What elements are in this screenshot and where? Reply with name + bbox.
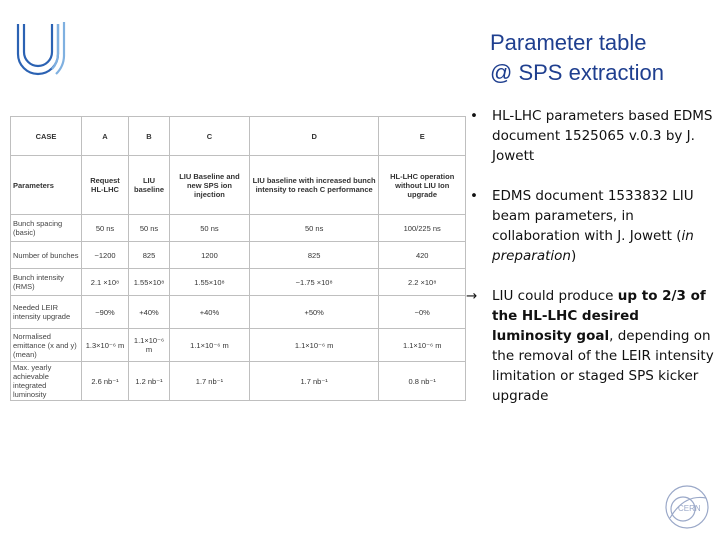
row-label: Bunch intensity (RMS) [11,269,82,296]
bullet-item [466,186,716,266]
table-cell: 1.7 nb⁻¹ [170,362,250,401]
table-row [11,242,466,269]
table-cell: 1.55×10⁸ [170,269,250,296]
table-cell: 2.2 ×10⁸ [379,269,466,296]
parameters-label: Parameters [11,156,82,215]
table-cell: 1.3×10⁻⁶ m [82,329,129,362]
row-label: Max. yearly achievable integrated luminosity [11,362,82,401]
header-b: B [129,117,170,156]
table-cell: ~0% [379,296,466,329]
scenario-e: HL-LHC operation without LIU Ion upgrade [379,156,466,215]
header-c: C [170,117,250,156]
table-cell: ~1200 [82,242,129,269]
bullet-text: EDMS document 1533832 LIU beam parameters, in collaboration with J. Jowett ( [492,188,694,244]
scenario-b: LIU baseline [129,156,170,215]
table-cell: +50% [249,296,379,329]
header-case: CASE [11,117,82,156]
table-cell: 1.1×10⁻⁶ m [379,329,466,362]
header-a: A [82,117,129,156]
table-cell: 0.8 nb⁻¹ [379,362,466,401]
conclusion-item [466,286,716,406]
table-cell: 2.1 ×10⁸ [82,269,129,296]
table-cell: 50 ns [170,215,250,242]
parameter-table [10,116,466,401]
title-line-2: @ SPS extraction [490,60,664,85]
bullet-marker: • [470,108,478,124]
table-row [11,215,466,242]
bullet-text-end: ) [570,248,577,264]
table-row [11,296,466,329]
row-label: Bunch spacing (basic) [11,215,82,242]
title-line-1: Parameter table [490,30,647,55]
table-cell: 50 ns [129,215,170,242]
scenario-c: LIU Baseline and new SPS ion injection [170,156,250,215]
table-cell: 2.6 nb⁻¹ [82,362,129,401]
svg-text:CERN: CERN [678,504,701,513]
table-cell: 1.1×10⁻⁶ m [129,329,170,362]
bullet-italic-text: in preparation [492,228,694,264]
conclusion-bold-text: up to 2/3 of the HL-LHC desired luminosity goal [492,288,706,344]
row-label: Number of bunches [11,242,82,269]
scenario-d: LIU baseline with increased bunch intensity to reach C performance [249,156,379,215]
row-label: Needed LEIR intensity upgrade [11,296,82,329]
arrow-right-icon: → [466,288,478,304]
table-cell: +40% [129,296,170,329]
row-label: Normalised emittance (x and y) (mean) [11,329,82,362]
cern-logo-icon [664,484,710,530]
slide-title [470,28,710,88]
table-cell: ~90% [82,296,129,329]
table-row [11,269,466,296]
bullet-list [466,106,716,406]
table-cell: 825 [129,242,170,269]
table-cell: ~1.75 ×10⁸ [249,269,379,296]
table-cell: 1.1×10⁻⁶ m [170,329,250,362]
table-row [11,329,466,362]
table-cell: 420 [379,242,466,269]
table-cell: 1.1×10⁻⁶ m [249,329,379,362]
university-logo-icon [12,20,72,84]
bullet-marker: • [470,188,478,204]
header-e: E [379,117,466,156]
bullet-item [466,106,716,166]
table-header-row [11,117,466,156]
table-cell: 50 ns [249,215,379,242]
table-cell: 1.7 nb⁻¹ [249,362,379,401]
scenario-a: Request HL-LHC [82,156,129,215]
table-cell: +40% [170,296,250,329]
table-cell: 100/225 ns [379,215,466,242]
table-cell: 50 ns [82,215,129,242]
table-cell: 1.55×10⁸ [129,269,170,296]
bullet-text: HL-LHC parameters based EDMS document 1525065 v.0.3 by J. Jowett [492,108,713,164]
table-row [11,362,466,401]
conclusion-text: LIU could produce [492,288,618,304]
header-d: D [249,117,379,156]
table-cell: 1200 [170,242,250,269]
table-cell: 825 [249,242,379,269]
conclusion-text-end: , depending on the removal of the LEIR intensity limitation or staged SPS kicker upgrade [492,328,714,404]
table-cell: 1.2 nb⁻¹ [129,362,170,401]
table-parameters-row [11,156,466,215]
